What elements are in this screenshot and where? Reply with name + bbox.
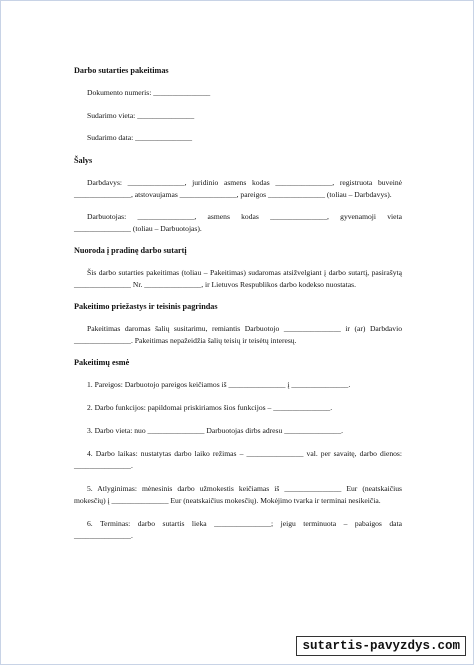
employer-paragraph: Darbdavys: _______________, juridinio asmens kodas _______________, registruota buveinė _______________, atstovaujamas _______________, pareigos _______________ (toliau – Darbdavys).: [74, 177, 402, 199]
essence-item: 6. Terminas: darbo sutartis lieka _______________; jeigu terminuota – pabaigos data _______________.: [74, 518, 402, 540]
document-body: [74, 65, 402, 553]
site-watermark: sutartis-pavyzdys.com: [296, 636, 466, 656]
document-number-line: Dokumento numeris: _______________: [87, 88, 211, 97]
reasons-paragraph: Pakeitimas daromas šalių susitarimu, remiantis Darbuotojo _______________ ir (ar) Darbdavio _______________. Pakeitimas nepažeidžia šalių teisių ir teisėtų interesų.: [74, 323, 402, 345]
essence-heading: Pakeitimų esmė: [74, 357, 130, 367]
essence-item: 4. Darbo laikas: nustatytas darbo laiko režimas – _______________ val. per savaitę, darbo dienos: _______________.: [74, 448, 402, 470]
reference-heading: Nuoroda į pradinę darbo sutartį: [74, 245, 187, 255]
place-line: Sudarimo vieta: _______________: [87, 110, 195, 120]
essence-item: 1. Pareigos: Darbuotojo pareigos keičiamos iš _______________ į _______________.: [87, 379, 351, 389]
parties-heading: Šalys: [74, 155, 93, 165]
reasons-heading: Pakeitimo priežastys ir teisinis pagrindas: [74, 301, 218, 311]
document-meta: [74, 87, 402, 144]
essence-item: 2. Darbo funkcijos: papildomai priskiriamos šios funkcijos – _______________.: [87, 402, 333, 412]
employee-paragraph: Darbuotojas: _______________, asmens kodas _______________, gyvenamoji vieta _______________ (toliau – Darbuotojas).: [74, 211, 402, 233]
essence-item: 5. Atlyginimas: mėnesinis darbo užmokestis keičiamas iš _______________ Eur (neatskaičius mokesčių) į _______________ Eur (neatskaičius mokesčių). Mokėjimo tvarka ir terminai nesikeičia.: [74, 483, 402, 505]
essence-item: 3. Darbo vieta: nuo _______________ Darbuotojas dirbs adresu _______________.: [87, 425, 344, 435]
document-title: Darbo sutarties pakeitimas: [74, 66, 169, 75]
date-line: Sudarimo data: _______________: [87, 133, 193, 142]
reference-paragraph: Šis darbo sutarties pakeitimas (toliau – Pakeitimas) sudaromas atsižvelgiant į darbo sutartį, pasirašytą _______________ Nr. _______________, ir Lietuvos Respublikos darbo kodekso nuostatas.: [74, 267, 402, 289]
essence-list: [74, 379, 402, 542]
